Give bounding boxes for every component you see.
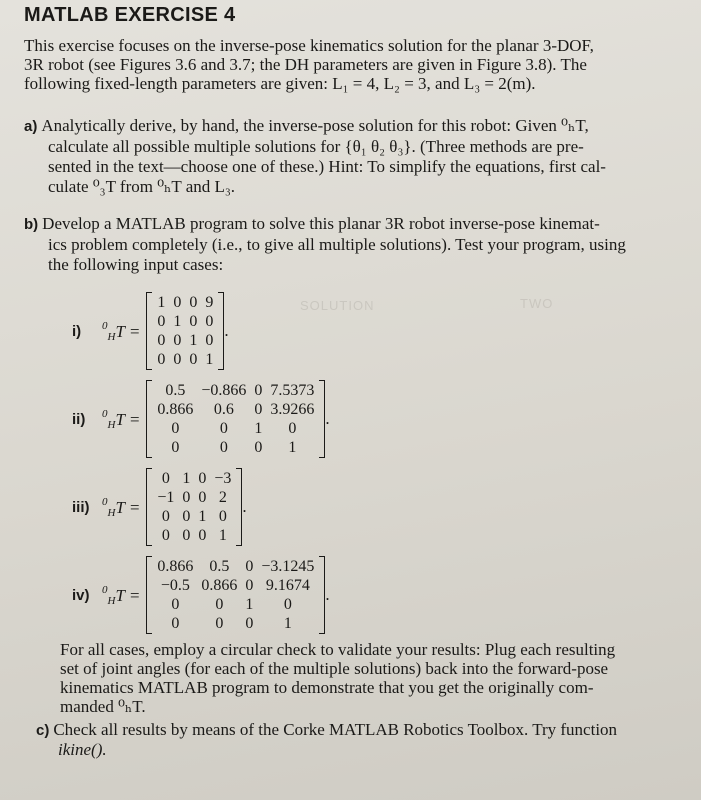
case-iii [72, 468, 247, 546]
item-marker: b) [24, 216, 39, 233]
closing-line: For all cases, employ a circular check to validate your results: Plug each resulting [60, 640, 616, 659]
matrix-period: . [224, 321, 229, 340]
closing-line: manded ⁰ₕT. [60, 697, 146, 716]
closing-line: kinematics MATLAB program to demonstrate that you get the originally com- [60, 678, 594, 697]
matrix-period: . [325, 409, 330, 428]
matrix: 0.866 0.5 0 −3.1245 −0.5 0.866 0 9.1674 0 0 1 0 0 0 0 1 [146, 556, 325, 634]
item-a-line: calculate all possible multiple solutions for {θ₁ θ₂ θ₃}. (Three methods are pre- [48, 137, 584, 156]
case-label: iv) [72, 586, 90, 604]
matrix-period: . [325, 585, 330, 604]
case-label: ii) [72, 410, 86, 428]
item-c-line: ikine(). [58, 740, 107, 759]
exercise-title: MATLAB EXERCISE 4 [24, 4, 236, 26]
intro-line: 3R robot (see Figures 3.6 and 3.7; the DH parameters are given in Figure 3.8). The [24, 55, 587, 74]
item-b-line: the following input cases: [48, 255, 224, 274]
item-a-line: Analytically derive, by hand, the inverse-pose solution for this robot: Given ⁰ₕT, [41, 116, 589, 135]
bleed-through-text: TWO [520, 296, 554, 311]
item-a-line: culate ⁰₃T from ⁰ₕT and L₃. [48, 177, 236, 196]
case-i [72, 292, 229, 370]
item-a [24, 116, 688, 197]
matrix-period: . [242, 497, 247, 516]
intro-line: This exercise focuses on the inverse-pose kinematics solution for the planar 3-DOF, [24, 36, 594, 55]
item-b-line: Develop a MATLAB program to solve this planar 3R robot inverse-pose kinemat- [42, 214, 600, 233]
item-c [36, 720, 686, 759]
matrix: 0.5 −0.866 0 7.5373 0.866 0.6 0 3.9266 0 0 1 0 0 0 0 1 [146, 380, 325, 458]
item-c-line: Check all results by means of the Corke MATLAB Robotics Toolbox. Try function [53, 720, 618, 739]
item-b-line: ics problem completely (i.e., to give all multiple solutions). Test your program, using [48, 235, 626, 254]
transform-symbol: $^0_H$T = [102, 319, 141, 343]
item-marker: c) [36, 722, 50, 739]
closing-paragraph [60, 640, 690, 716]
item-a-line: sented in the text—choose one of these.) Hint: To simplify the equations, first cal- [48, 157, 606, 176]
closing-line: set of joint angles (for each of the multiple solutions) back into the forward-pose [60, 659, 609, 678]
item-marker: a) [24, 118, 38, 135]
item-b [24, 214, 688, 275]
case-ii [72, 380, 330, 458]
intro-paragraph [24, 36, 684, 93]
transform-symbol: $^0_H$T = [102, 583, 141, 607]
transform-symbol: $^0_H$T = [102, 495, 141, 519]
case-label: i) [72, 322, 82, 340]
transform-symbol: $^0_H$T = [102, 407, 141, 431]
bleed-through-text: SOLUTION [300, 298, 375, 313]
matrix: 0 1 0 −3 −1 0 0 2 0 0 1 0 0 0 0 1 [146, 468, 242, 546]
case-iv [72, 556, 330, 634]
matrix: 1 0 0 9 0 1 0 0 0 0 1 0 0 0 0 1 [146, 292, 224, 370]
case-label: iii) [72, 498, 90, 516]
intro-line: following fixed-length parameters are given: L₁ = 4, L₂ = 3, and L₃ = 2(m). [24, 74, 536, 93]
